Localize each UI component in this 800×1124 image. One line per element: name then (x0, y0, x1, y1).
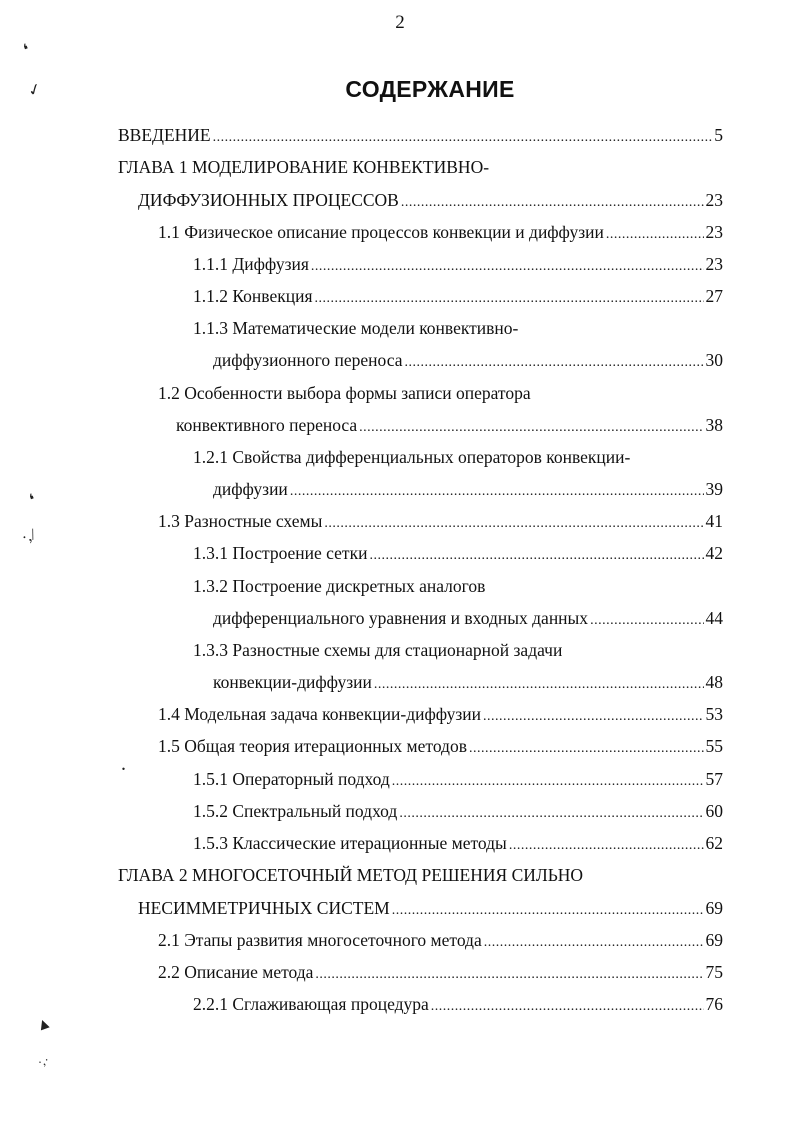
toc-entry: диффузии ..... 39 (213, 474, 723, 504)
page-number: 2 (395, 12, 405, 33)
toc-entry: НЕСИММЕТРИЧНЫХ СИСТЕМ ..... 69 (138, 893, 723, 923)
toc-entry: конвекции-диффузии ..... 48 (213, 667, 723, 697)
scan-speck: ❛ (21, 41, 33, 60)
toc-entry: ВВЕДЕНИЕ ..... 5 (118, 120, 723, 150)
toc-entry: 1.5 Общая теория итерационных методов ..... 55 (158, 731, 723, 761)
toc-entry: 1.3.2 Построение дискретных аналогов (193, 576, 486, 596)
scan-speck: ❛ (27, 491, 39, 510)
toc-entry: конвективного переноса ..... 38 (176, 410, 723, 440)
scan-speck: • (120, 763, 128, 776)
toc-entry: 1.3.1 Построение сетки ..... 42 (193, 538, 723, 568)
toc-entry: 1.1.1 Диффузия ..... 23 (193, 249, 723, 279)
toc-entry: 1.1.2 Конвекция ..... 27 (193, 281, 723, 311)
toc-entry: дифференциального уравнения и входных данных ..... 44 (213, 603, 723, 633)
toc-entry: ГЛАВА 2 МНОГОСЕТОЧНЫЙ МЕТОД РЕШЕНИЯ СИЛЬНО (118, 865, 584, 885)
scan-speck: ✓ (25, 80, 45, 101)
toc-entry: диффузионного переноса ..... 30 (213, 345, 723, 375)
toc-entry: 1.3 Разностные схемы ..... 41 (158, 506, 723, 536)
toc-entry: 2.2.1 Сглаживающая процедура ..... 76 (193, 989, 723, 1019)
toc-entry: 1.5.1 Операторный подход ..... 57 (193, 764, 723, 794)
toc-entry: 1.5.3 Классические итерационные методы ..... 62 (193, 828, 723, 858)
toc-entry: ГЛАВА 1 МОДЕЛИРОВАНИЕ КОНВЕКТИВНО- (118, 157, 490, 177)
toc-entry: ДИФФУЗИОННЫХ ПРОЦЕССОВ ..... 23 (138, 185, 723, 215)
toc-entry: 1.3.3 Разностные схемы для стационарной задачи (193, 640, 563, 660)
scan-speck: ▲ (33, 1013, 55, 1036)
scan-speck: ·,/ (19, 526, 39, 547)
toc-title: СОДЕРЖАНИЕ (345, 76, 515, 102)
toc-entry: 2.2 Описание метода ..... 75 (158, 957, 723, 987)
toc-entry: 1.4 Модельная задача конвекции-диффузии ..... 53 (158, 699, 723, 729)
toc-entry: 1.2.1 Свойства дифференциальных операторов конвекции- (193, 447, 631, 467)
toc-entry: 1.1.3 Математические модели конвективно- (193, 318, 519, 338)
scan-speck: ·,· (35, 1052, 51, 1070)
toc-entry: 1.5.2 Спектральный подход ..... 60 (193, 796, 723, 826)
toc-entry: 2.1 Этапы развития многосеточного метода ..... 69 (158, 925, 723, 955)
toc-entry: 1.2 Особенности выбора формы записи оператора (158, 383, 531, 403)
toc-entry: 1.1 Физическое описание процессов конвекции и диффузии ..... 23 (158, 217, 723, 247)
